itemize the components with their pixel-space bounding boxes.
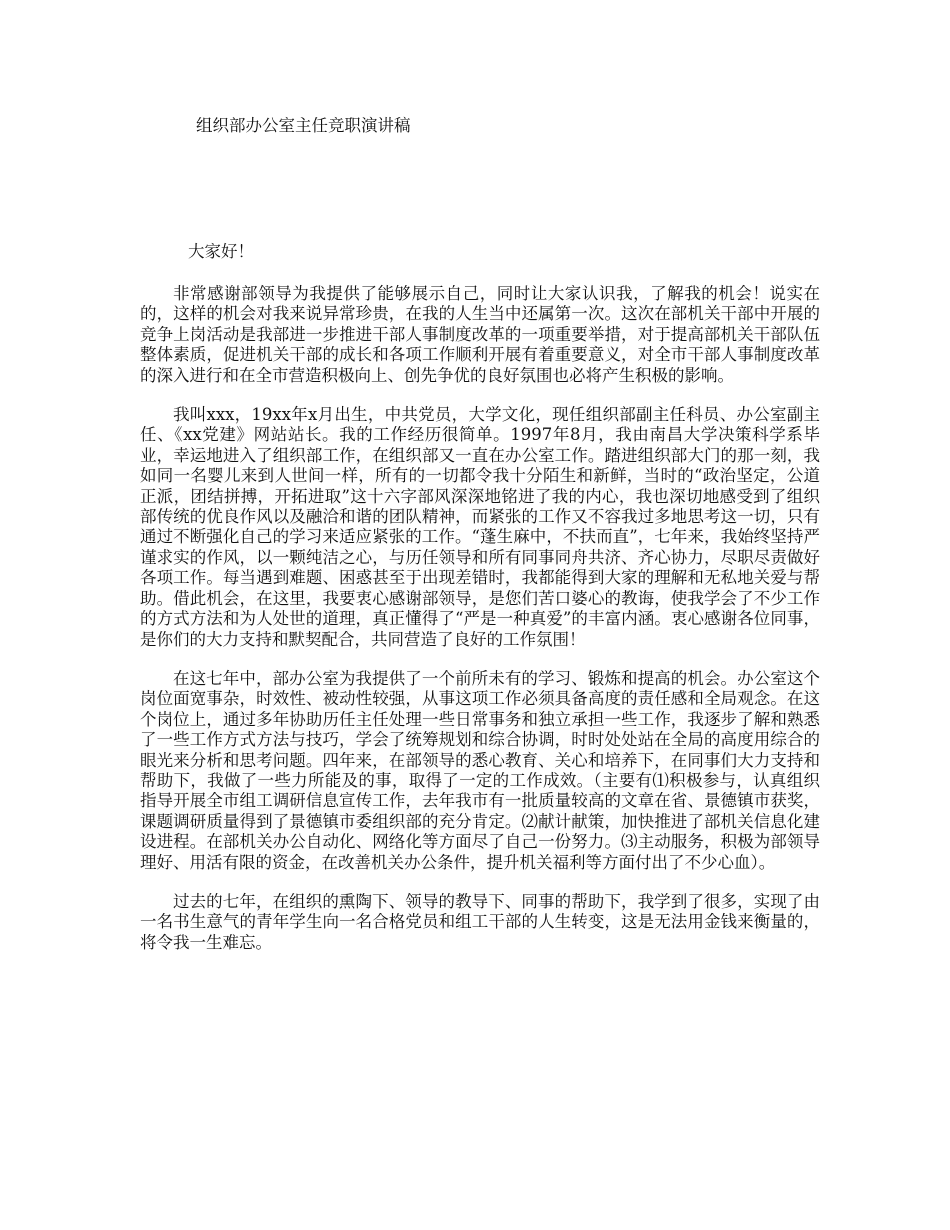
greeting-line: 大家好！ <box>188 242 254 261</box>
paragraph-background: 我叫xxx，19xx年x月出生，中共党员，大学文化，现任组织部副主任科员、办公室副主任、《xx党建》网站站长。我的工作经历很简单。1997年8月，我由南昌大学决策科学系毕业，幸运地进入了组织部工作，在组织部又一直在办公室工作。踏进组织部大门的那一刻，我如同一名婴儿来到人世间一样，所有的一切都令我十分陌生和新鲜，当时的“政治坚定，公道正派，团结拼搏，开拓进取”这十六字部风深深地铭进了我的内心，我也深切地感受到了组织部传统的优良作风以及融洽和谐的团队精神，而紧张的工作又不容我过多地思考这一切，只有通过不断强化自己的学习来适应紧张的工作。“蓬生麻中，不扶而直”，七年来，我始终坚持严谨求实的作风，以一颗纯洁之心，与历任领导和所有同事同舟共济、齐心协力，尽职尽责做好各项工作。每当遇到难题、困惑甚至于出现差错时，我都能得到大家的理解和无私地关爱与帮助。借此机会，在这里，我要衷心感谢部领导，是您们苦口婆心的教诲，使我学会了不少工作的方式方法和为人处世的道理，真正懂得了“严是一种真爱”的丰富内涵。衷心感谢各位同事，是你们的大力支持和默契配合，共同营造了良好的工作氛围！ <box>140 405 820 649</box>
document-title: 组织部办公室主任竞职演讲稿 <box>196 116 411 135</box>
document-body <box>140 284 820 972</box>
paragraph-reflection: 过去的七年，在组织的熏陶下、领导的教导下、同事的帮助下，我学到了很多，实现了由一名书生意气的青年学生向一名合格党员和组工干部的人生转变，这是无法用金钱来衡量的，将令我一生难忘。 <box>140 891 820 952</box>
paragraph-office-experience: 在这七年中，部办公室为我提供了一个前所未有的学习、锻炼和提高的机会。办公室这个岗位面宽事杂，时效性、被动性较强，从事这项工作必须具备高度的责任感和全局观念。在这个岗位上，通过多年协助历任主任处理一些日常事务和独立承担一些工作，我逐步了解和熟悉了一些工作方式方法与技巧，学会了统筹规划和综合协调，时时处处站在全局的高度用综合的眼光来分析和思考问题。四年来，在部领导的悉心教育、关心和培养下，在同事们大力支持和帮助下，我做了一些力所能及的事，取得了一定的工作成效。（主要有⑴积极参与，认真组织指导开展全市组工调研信息宣传工作，去年我市有一批质量较高的文章在省、景德镇市获奖，课题调研质量得到了景德镇市委组织部的充分肯定。⑵献计献策，加快推进了部机关信息化建设进程。在部机关办公自动化、网络化等方面尽了自己一份努力。⑶主动服务，积极为部领导理好、用活有限的资金，在改善机关办公条件，提升机关福利等方面付出了不少心血）。 <box>140 668 820 872</box>
paragraph-introduction: 非常感谢部领导为我提供了能够展示自己，同时让大家认识我，了解我的机会！说实在的，这样的机会对我来说异常珍贵，在我的人生当中还属第一次。这次在部机关干部中开展的竞争上岗活动是我部进一步推进干部人事制度改革的一项重要举措，对于提高部机关干部队伍整体素质，促进机关干部的成长和各项工作顺利开展有着重要意义，对全市干部人事制度改革的深入进行和在全市营造积极向上、创先争优的良好氛围也必将产生积极的影响。 <box>140 284 820 385</box>
